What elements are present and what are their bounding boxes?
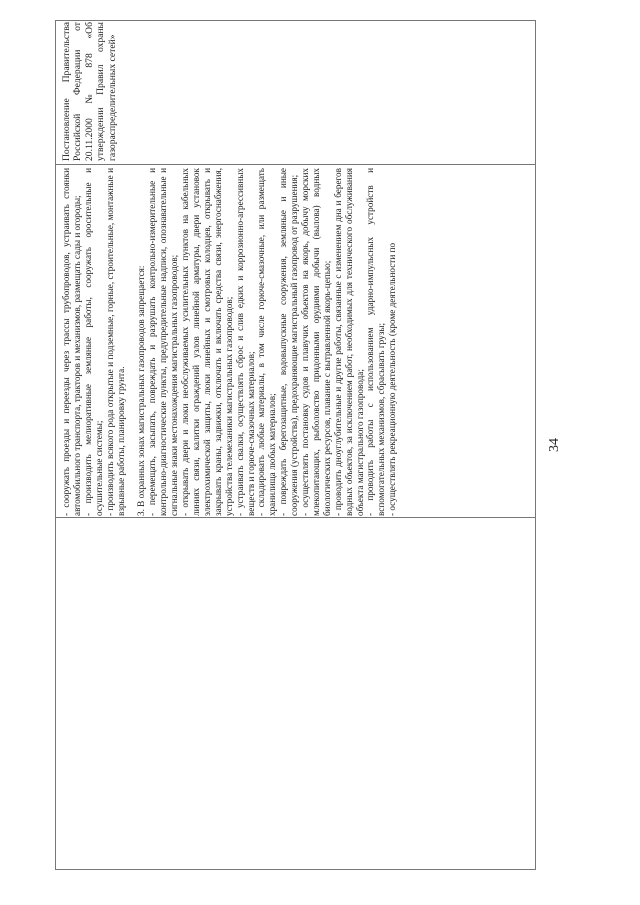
list-item: - проводить работы с использованием ударно-импульсных устройств и вспомогательных механизмов, сбрасывать грузы; [365, 168, 387, 516]
intro-item-2: - производить мелиоративные земляные работы, сооружать оросительные и осушительные системы; [82, 168, 104, 516]
rotated-page [55, 20, 575, 870]
requirements-column [61, 168, 529, 516]
reference-column [61, 22, 529, 161]
page-number: 34 [547, 438, 562, 452]
list-item: - устраивать свалки, осуществлять сброс и слив едких и коррозионно-агрессивных веществ и горюче-смазочных материалов; [234, 168, 256, 516]
intro-item-3: - производить всякого рода открытые и подземные, горные, строительные, монтажные и взрывные работы, планировку грунта. [104, 168, 126, 516]
section-title: 3. В охранных зонах магистральных газопроводов запрещается: [136, 265, 147, 516]
intro-item-1: - сооружать проезды и переезды через трассы трубопроводов, устраивать стоянки автомобильного транспорта, тракторов и механизмов, размещать сады и огороды; [61, 168, 82, 516]
legal-reference: Постановление Правительства Российской Федерации от 20.11.2000 № 878 «Об утверждении Правил охраны газораспределительных сетей» [61, 22, 118, 161]
column-divider-2 [55, 164, 535, 165]
table-border-right [55, 20, 535, 21]
column-divider-1 [55, 517, 535, 518]
document-table [55, 20, 535, 870]
list-item: - открывать двери и люки необслуживаемых усилительных пунктов на кабельных линиях связи, калитки ограждений узлов линейной арматуры, двери установок электрохимической защиты, люки линейных и смотровых колодцев, открывать и закрывать краны, задвижки, отключать и включать средства связи, энергоснабжения, устройства телемеханики магистральных газопроводов; [180, 168, 234, 516]
list-item: - осуществлять рекреационную деятельность (кроме деятельности по [387, 242, 398, 516]
list-item: - повреждать берегозащитные, водовыпускные сооружения, земляные и иные сооружения (устройства), предохраняющие магистральный газопровод от разрушения; [278, 168, 300, 516]
empty-left-cell [55, 520, 535, 870]
list-item: - осуществлять постановку судов и плавучих объектов на якорь, добычу морских млекопитающих, рыболовство придонными орудиями добычи (вылова) водных биологических ресурсов, плавание с вытравленной якорь-цепью; [300, 168, 332, 516]
list-item: - проводить дноуглубительные и другие работы, связанные с изменением дна и берегов водных объектов, за исключением работ, необходимых для технического обслуживания объекта магистрального газопровода; [332, 168, 365, 516]
table-border-bottom [535, 20, 536, 870]
list-item: - перемещать, засыпать, повреждать и разрушать контрольно-измерительные и контрольно-диагностические пункты, предупредительные надписи, опознавательные и сигнальные знаки местонахождения магистральных газопроводов; [147, 168, 180, 516]
list-item: - складировать любые материалы, в том числе горюче-смазочные, или размещать хранилища любых материалов; [256, 168, 278, 516]
